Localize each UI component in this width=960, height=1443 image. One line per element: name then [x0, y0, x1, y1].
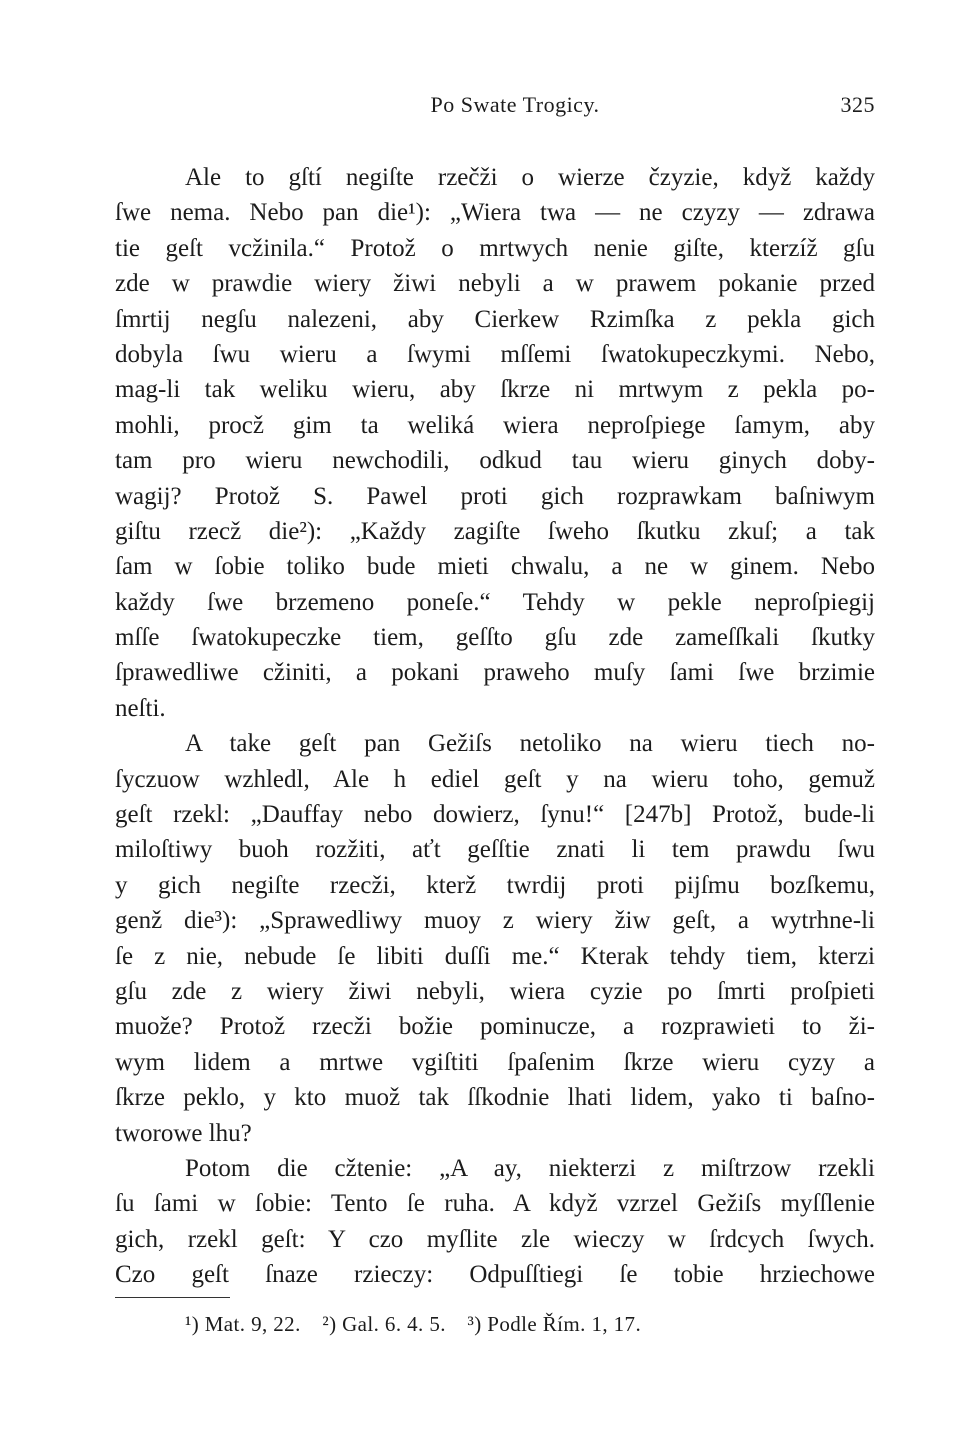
footnotes [185, 1312, 657, 1337]
text-line: gſu zde z wiery žiwi nebyli, wiera cyzie po ſmrti proſpieti [115, 977, 875, 1005]
text-line: ſe z nie, nebude ſe libiti duſſi me.“ Kterak tehdy tiem, kterzi [115, 942, 875, 970]
footnote-rule [115, 1297, 230, 1298]
page-header [115, 92, 875, 122]
text-line: tie geſt vcžinila.“ Protož o mrtwych nenie giſte, kterzíž gſu [115, 234, 875, 262]
footnote-1: ¹) Mat. 9, 22. [185, 1312, 301, 1336]
text-line: geſt rzekl: „Dauffay nebo dowierz, ſynu!“ [247b] Protož, bude-li [115, 801, 875, 829]
text-line: Potom die cžtenie: „A ay, niekterzi z miſtrzow rzekli [185, 1154, 875, 1182]
text-line: ſmrtij negſu nalezeni, aby Cierkew Rzimſka z pekla gich [115, 305, 875, 333]
text-line: dobyla ſwu wieru a ſwymi mſſemi ſwatokupeczkymi. Nebo, [115, 340, 875, 368]
body-text [115, 160, 875, 1293]
text-line: tam pro wieru newchodili, odkud tau wieru ginych doby- [115, 447, 875, 475]
text-line: ſprawedliwe cžiniti, a pokani praweho muſy ſami ſwe brzimie [115, 659, 875, 687]
text-line: Czo geſt ſnaze rzieczy: Odpuſſtiegi ſe tobie hrziechowe [115, 1261, 875, 1289]
text-line: ſyczuow wzhledl, Ale h ediel geſt y na wieru toho, gemuž [115, 765, 875, 793]
text-line: y gich negiſte rzecži, kterž twrdij proti pijſmu bozſkemu, [115, 871, 875, 899]
text-line: zde w prawdie wiery žiwi nebyli a w prawem pokanie przed [115, 270, 875, 298]
footnote-2: ²) Gal. 6. 4. 5. [322, 1312, 446, 1336]
running-head: Po Swate Trogicy. [430, 92, 600, 117]
footnote-3: ³) Podle Řím. 1, 17. [467, 1312, 642, 1336]
text-line: genž die³): „Sprawedliwy muoy z wiery žiw geſt, a wytrhne-li [115, 907, 875, 935]
text-line: wagij? Protož S. Pawel proti gich rozprawkam baſniwym [115, 482, 875, 510]
text-line: A take geſt pan Gežiſs netoliko na wieru tiech no- [185, 730, 875, 758]
text-line: gich, rzekl geſt: Y czo myſlite zle wieczy w ſrdcych ſwych. [115, 1225, 875, 1253]
text-line: mag-li tak weliku wieru, aby ſkrze ni mrtwym z pekla po- [115, 376, 875, 404]
text-line: miloſtiwy buoh rozžiti, aťt geſſtie znati li tem prawdu ſwu [115, 836, 875, 864]
text-line: muože? Protož rzecži božie pominucze, a rozprawieti to ži- [115, 1013, 875, 1041]
text-line: neſti. [115, 694, 166, 722]
text-line: tworowe lhu? [115, 1119, 252, 1147]
page-number: 325 [840, 92, 875, 117]
text-line: každy ſwe brzemeno poneſe.“ Tehdy w pekle neproſpiegij [115, 588, 875, 616]
text-line: mohli, procž gim ta weliká wiera neproſpiege ſamym, aby [115, 411, 875, 439]
text-line: ſam w ſobie toliko bude mieti chwalu, a ne w ginem. Nebo [115, 553, 875, 581]
text-line: ſu ſami w ſobie: Tento ſe ruha. A když vzrzel Gežiſs myſſlenie [115, 1190, 875, 1218]
text-line: mſſe ſwatokupeczke tiem, geſſto gſu zde zameſſkali ſkutky [115, 624, 875, 652]
text-line: ſwe nema. Nebo pan die¹): „Wiera twa — ne czyzy — zdrawa [115, 199, 875, 227]
text-line: giſtu rzecž die²): „Každy zagiſte ſweho ſkutku zkuſ; a tak [115, 517, 875, 545]
text-line: wym lidem a mrtwe vgiſtiti ſpaſenim ſkrze wieru cyzy a [115, 1048, 875, 1076]
text-line: ſkrze peklo, y kto muož tak ſſkodnie lhati lidem, yako ti baſno- [115, 1084, 875, 1112]
text-line: Ale to gſtí negiſte rzečži o wierze čzyzie, když každy [185, 164, 875, 191]
